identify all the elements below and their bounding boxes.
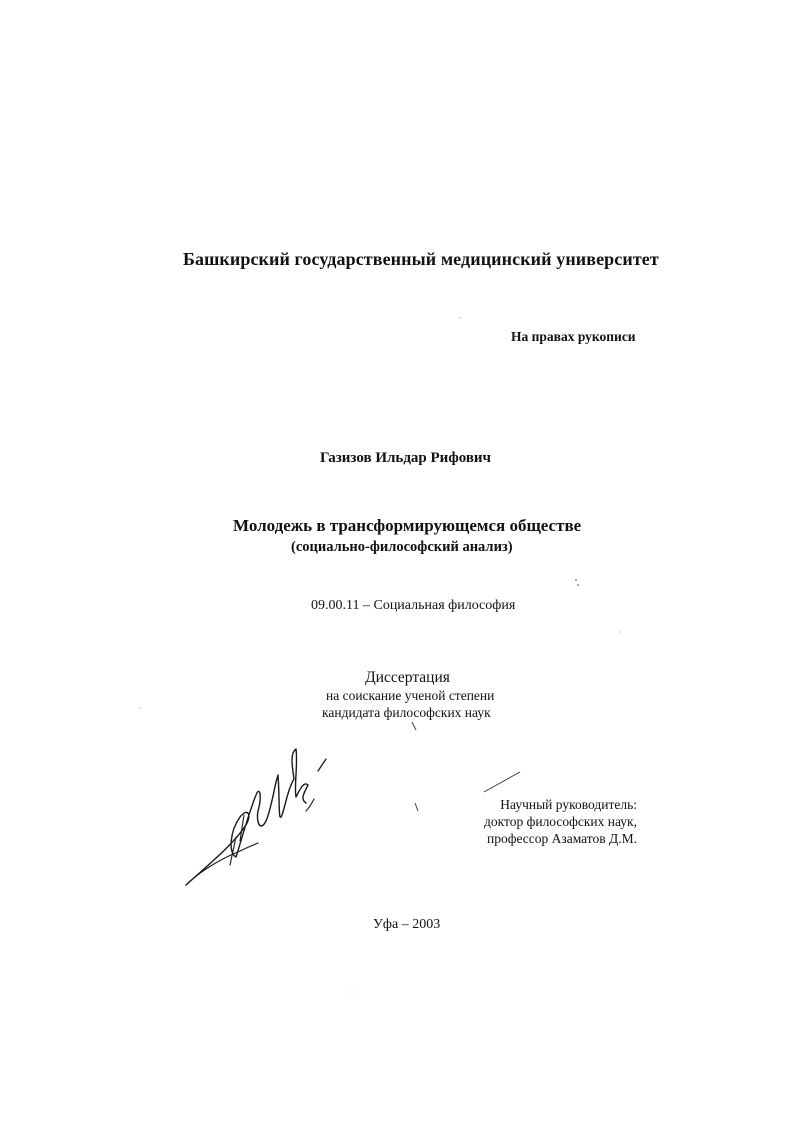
author-name: Газизов Ильдар Рифович bbox=[320, 450, 492, 466]
supervisor-block bbox=[470, 796, 637, 847]
dissertation-type: Диссертация bbox=[365, 669, 450, 686]
supervisor-name: профессор Азаматов Д.М. bbox=[486, 831, 637, 846]
dissertation-title: Молодежь в трансформирующемся обществе bbox=[233, 516, 582, 535]
supervisor-role: Научный руководитель: bbox=[500, 797, 637, 812]
dissertation-subtitle: (социально-философский анализ) bbox=[291, 539, 513, 555]
manuscript-rights-note: На правах рукописи bbox=[511, 329, 636, 344]
supervisor-degree: доктор философских наук, bbox=[484, 814, 637, 829]
author-signature-icon bbox=[178, 745, 338, 895]
place-and-year: Уфа – 2003 bbox=[373, 917, 441, 932]
dissertation-purpose-line2: кандидата философских наук bbox=[322, 705, 491, 720]
specialty-code: 09.00.11 – Социальная философия bbox=[311, 598, 516, 613]
university-name: Башкирский государственный медицинский университет bbox=[183, 249, 659, 269]
dissertation-purpose-line1: на соискание ученой степени bbox=[326, 688, 495, 703]
